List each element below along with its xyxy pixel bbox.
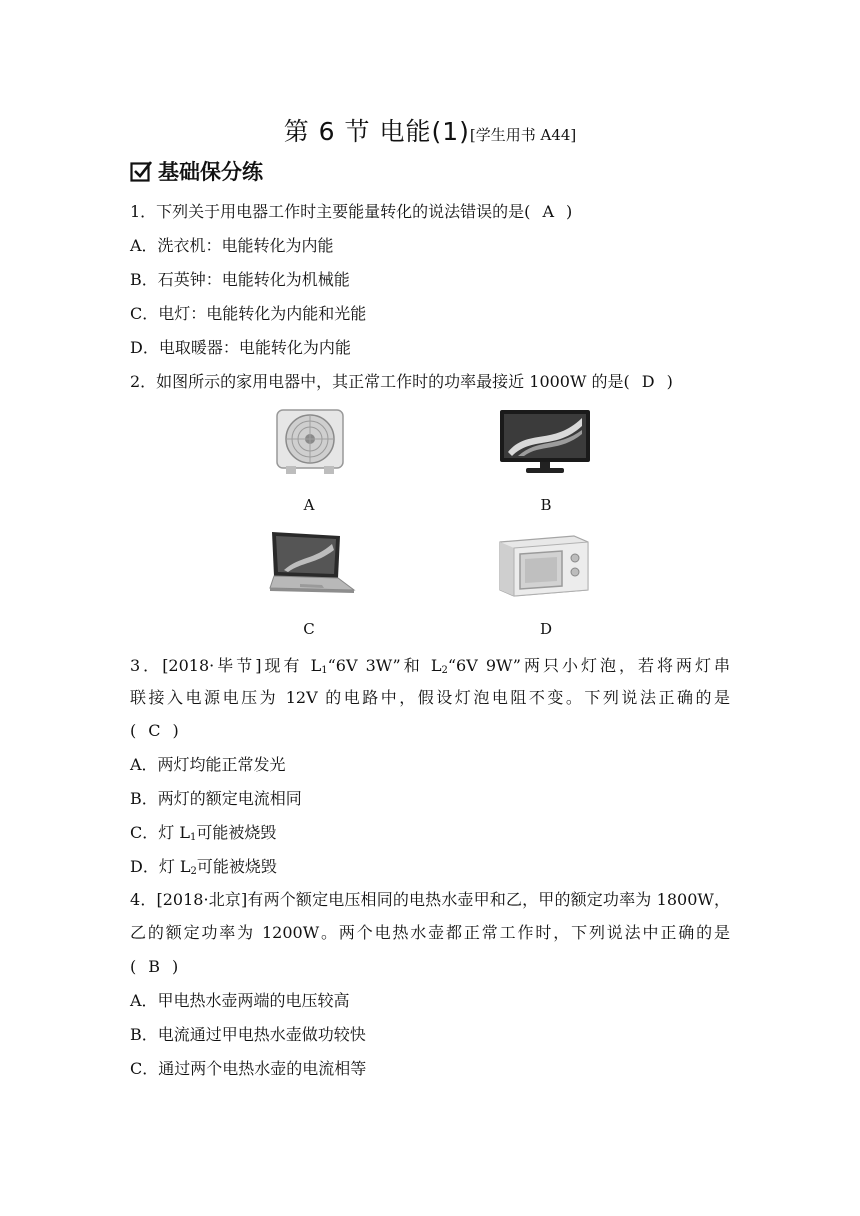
q4-close: ) bbox=[172, 957, 179, 976]
caption-c: C bbox=[303, 620, 315, 638]
q4-option-c: C．通过两个电热水壶的电流相等 bbox=[130, 1059, 367, 1078]
question-4-answer-line bbox=[130, 957, 178, 977]
question-3-line-1 bbox=[130, 656, 730, 681]
q2-stem-text: 2．如图所示的家用电器中，其正常工作时的功率最接近 1000W 的是( bbox=[130, 372, 630, 391]
page-title bbox=[0, 112, 860, 148]
question-4-line-2: 乙的额定功率为 1200W。两个电热水壶都正常工作时，下列说法中正确的是 bbox=[130, 923, 730, 942]
q1-option-c: C．电灯：电能转化为内能和光能 bbox=[130, 304, 367, 323]
q3-option-c bbox=[130, 823, 276, 848]
section-heading bbox=[130, 156, 263, 186]
q3-open: ( bbox=[130, 721, 137, 740]
question-3-line-2: 联接入电源电压为 12V 的电路中，假设灯泡电阻不变。下列说法正确的是 bbox=[130, 688, 730, 707]
caption-d: D bbox=[539, 620, 553, 638]
question-1-stem bbox=[130, 202, 572, 222]
q1-answer: A bbox=[542, 202, 554, 221]
q1-close: ) bbox=[566, 202, 573, 221]
q3-sub-2: 2 bbox=[441, 665, 448, 676]
q3-opt-d-sub: 2 bbox=[190, 866, 197, 877]
q2-close: ) bbox=[666, 372, 673, 391]
q3-line1-part-a: 3．[2018·毕节]现有 L bbox=[130, 656, 322, 675]
q4-open: ( bbox=[130, 957, 137, 976]
book-reference: [学生用书 A44] bbox=[469, 126, 577, 144]
microwave-image bbox=[496, 532, 592, 600]
q3-option-d bbox=[130, 857, 277, 882]
q3-opt-c-sub: 1 bbox=[189, 832, 197, 843]
q3-opt-c-rest: 可能被烧毁 bbox=[196, 823, 277, 842]
q1-option-a: A．洗衣机：电能转化为内能 bbox=[130, 236, 334, 255]
q4-option-a: A．甲电热水壶两端的电压较高 bbox=[130, 991, 350, 1010]
caption-b: B bbox=[540, 496, 552, 514]
q3-close: ) bbox=[172, 721, 179, 740]
q3-line1-part-c: “6V 9W”两只小灯泡，若将两灯串 bbox=[447, 656, 730, 675]
q3-opt-d-rest: 可能被烧毁 bbox=[196, 857, 277, 876]
question-4-line-1: 4．[2018·北京]有两个额定电压相同的电热水壶甲和乙，甲的额定功率为 1800W， bbox=[130, 890, 730, 909]
q3-option-b: B．两灯的额定电流相同 bbox=[130, 789, 302, 808]
q3-option-a: A．两灯均能正常发光 bbox=[130, 755, 286, 774]
laptop-image bbox=[264, 530, 356, 596]
q1-option-d: D．电取暖器：电能转化为内能 bbox=[130, 338, 351, 357]
q4-option-b: B．电流通过甲电热水壶做功较快 bbox=[130, 1025, 366, 1044]
q3-opt-d-text: D．灯 L bbox=[130, 857, 191, 876]
q2-answer: D bbox=[641, 372, 655, 391]
q4-answer: B bbox=[148, 957, 161, 976]
question-3-answer-line bbox=[130, 721, 179, 741]
caption-a: A bbox=[303, 496, 315, 514]
box-fan-image bbox=[272, 408, 348, 476]
checkbox-icon bbox=[130, 160, 152, 182]
q1-stem-text: 1．下列关于用电器工作时主要能量转化的说法错误的是( bbox=[130, 202, 531, 221]
question-2-stem bbox=[130, 372, 673, 392]
q3-sub-1: 1 bbox=[321, 665, 328, 676]
q3-line1-part-b: “6V 3W”和 L bbox=[327, 656, 442, 675]
section-label: 基础保分练 bbox=[158, 160, 263, 184]
q1-option-b: B．石英钟：电能转化为机械能 bbox=[130, 270, 350, 289]
q3-opt-c-text: C．灯 L bbox=[130, 823, 190, 842]
monitor-image bbox=[498, 408, 592, 476]
title-text: 第 6 节 电能(1) bbox=[283, 117, 470, 146]
q3-answer: C bbox=[148, 721, 161, 740]
